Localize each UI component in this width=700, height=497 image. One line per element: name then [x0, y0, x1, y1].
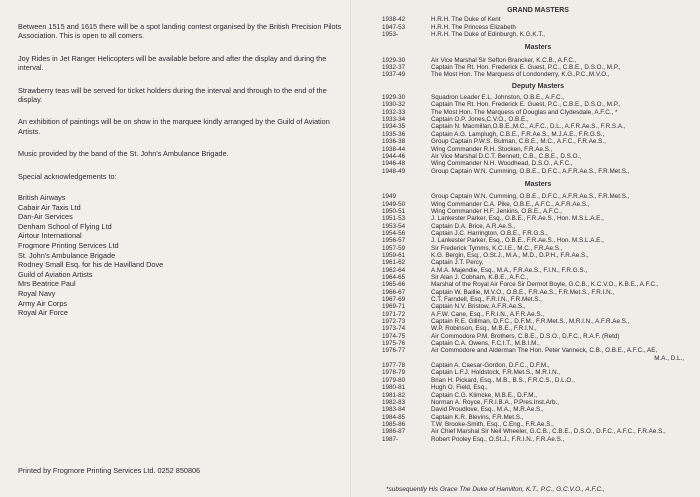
table-row	[382, 160, 694, 167]
table-row	[382, 347, 694, 354]
table-row	[382, 340, 694, 347]
holder-name: Wing Commander N.H. Woodhead, D.S.O., A.F.C.,	[431, 160, 573, 168]
masters-post-1949-list	[382, 193, 694, 443]
holder-name: Norman A. Royce, F.R.I.B.A., P.Pres.Inst.Arb.,	[431, 398, 559, 406]
right-page	[352, 0, 700, 497]
masters-list	[382, 57, 694, 79]
term-years: 1972-73	[382, 318, 406, 326]
table-row	[382, 223, 694, 230]
table-row	[382, 355, 694, 362]
table-row	[382, 399, 694, 406]
table-row	[382, 245, 694, 252]
holder-name: Captain N.V. Bristow, A.F.R.Ae.S.,	[431, 303, 526, 311]
holder-name: Captain R.E. Gillman, D.F.C., D.F.M., F.R.Met.S., M.R.I.N., A.F.R.Ae.S.,	[431, 318, 630, 326]
table-row	[382, 369, 694, 376]
table-row	[382, 406, 694, 413]
holder-name: Air Vice Marshal Sir Sefton Brancker, K.C.B., A.F.C.,	[431, 56, 577, 64]
holder-name: Brian H. Pickard, Esq., M.B., B.S., F.R.C.S., D.L.O.,	[431, 376, 575, 384]
holder-name: Captain J.C. Harrington, O.B.E., F.R.G.S.,	[431, 229, 548, 237]
holder-name: J. Lankester Parker, Esq., O.B.E., F.R.Ae.S., Hon. M.S.L.A.E.,	[431, 237, 604, 245]
table-row	[382, 146, 694, 153]
term-years: 1967-69	[382, 296, 406, 304]
term-years: 1936-38	[382, 138, 406, 146]
list-item: Denham School of Flying Ltd	[18, 221, 112, 231]
holder-name: Captain D.A. Brice, A.R.Ae.S.,	[431, 222, 516, 230]
list-item: Dan-Air Services	[18, 212, 73, 222]
holder-name: H.R.H. The Duke of Edinburgh, K.G.K.T.,	[431, 31, 545, 39]
holder-name: Hugh O. Field, Esq.,	[431, 384, 488, 392]
table-row	[382, 71, 694, 78]
table-row	[382, 267, 694, 274]
holder-name: Robert Pooley Esq., O.St.J., F.R.I.N., F.R.Ae.S.,	[431, 435, 565, 443]
term-years: 1932-37	[382, 64, 406, 72]
term-years: 1929-30	[382, 56, 406, 64]
holder-name: Captain A. Caesar-Gordon, D.F.C., D.F.M.,	[431, 362, 550, 370]
holder-name: Captain J.T. Percy,	[431, 259, 484, 267]
table-row	[382, 123, 694, 130]
deputy-masters-title: Deputy Masters	[511, 82, 565, 90]
grand-masters-list	[382, 16, 694, 38]
term-years: 1949-50	[382, 200, 406, 208]
strawberry-teas-paragraph: Strawberry teas will be served for ticket holders during the interval and through to the end of the display.	[18, 85, 327, 105]
table-row	[382, 436, 694, 443]
table-row	[382, 414, 694, 421]
table-row	[382, 64, 694, 71]
term-years: 1934-35	[382, 123, 406, 131]
masters-post-1949-title: Masters	[524, 180, 552, 188]
term-years: 1953-	[382, 31, 399, 39]
holder-name: A.M.A. Majendie, Esq., M.A., F.R.Ae.S., F.I.N., F.R.G.S.,	[431, 266, 588, 274]
list-item: St. John's Ambulance Brigade	[18, 250, 116, 260]
term-years: 1953-54	[382, 222, 406, 230]
holder-name: Marshal of the Royal Air Force Sir Dermot Boyle, G.C.B., K.C.V.O., K.B.E., A.F.C.,	[431, 281, 659, 289]
table-row	[382, 138, 694, 145]
term-years: 1982-83	[382, 398, 406, 406]
table-row	[382, 131, 694, 138]
masters-title: Masters	[524, 44, 552, 52]
term-years: 1961-62	[382, 259, 406, 267]
holder-name: J. Lankester Parker, Esq., O.B.E., F.R.Ae.S., Hon. M.S.L.A.E.,	[431, 215, 604, 223]
holder-name: C.T. Farndell, Esq., F.R.I.N., F.R.Met.S.,	[431, 296, 542, 304]
holder-name: Captain K.R. Blevins, F.R.Met.S.,	[431, 413, 524, 421]
table-row	[382, 259, 694, 266]
holder-name: The Most Hon. The Marquess of Londonderry, K.G.,P.C.,M.V.O.,	[431, 71, 610, 79]
holder-name: Captain The Rt. Hon. Frederick E. Guest, P.C., C.B.E., D.S.O., M.P.,	[431, 101, 621, 109]
list-item: Guild of Aviation Artists	[18, 269, 93, 279]
holder-name: Air Chief Marshal Sir Neil Wheeler, G.C.B., C.B.E., D.S.O., D.F.C., A.F.C., F.R.Ae.S.,	[431, 428, 666, 436]
term-years: 1986-87	[382, 428, 406, 436]
list-item: Royal Air Force	[18, 308, 68, 318]
holder-name: K.G. Bergin, Esq., O.St.J., M.A., M.D., D.P.H., F.R.Ae.S.,	[431, 251, 589, 259]
table-row	[382, 237, 694, 244]
term-years: 1975-76	[382, 340, 406, 348]
holder-name: Captain L.F.J. Holdstock, F.R.Met.S., M.R.I.N.,	[431, 369, 561, 377]
table-row	[382, 333, 694, 340]
holder-name: Wing Commander H.F. Jenkins, O.B.E., A.F.C.,	[431, 207, 562, 215]
holder-name: David Proudlove, Esq., M.A., M.R.Ae.S.,	[431, 406, 544, 414]
holder-name: Sir Frederick Tymms, K.C.I.E., M.C., F.R.Ae.S.,	[431, 244, 563, 252]
term-years: 1977-78	[382, 362, 406, 370]
table-row	[382, 392, 694, 399]
table-row	[382, 57, 694, 64]
holder-name: Air Commodore P.M. Brothers, C.B.E., D.S.O., D.F.C., R.A.F. (Retd)	[431, 332, 620, 340]
holder-name: Sir Alan J. Cobham, K.B.E., A.F.C.,	[431, 274, 529, 281]
table-row	[382, 421, 694, 428]
term-years	[382, 355, 431, 362]
term-years: 1933-34	[382, 116, 406, 124]
grand-masters-title: GRAND MASTERS	[507, 7, 569, 14]
deputy-masters-list	[382, 94, 694, 175]
table-row	[382, 289, 694, 296]
holder-name: Captain N. Macmillan,O.B.E.,M.C., A.F.C., D.L., A.F.R.Ae.S., F.R.S.A.,	[431, 123, 626, 131]
term-years: 1985-86	[382, 420, 406, 428]
table-row	[382, 252, 694, 259]
holder-name: Captain C.G. Klimcke, M.B.E., D.F.M.,	[431, 391, 538, 399]
printer-credit: Printed by Frogmore Printing Services Ltd. 0252 850806	[18, 466, 201, 475]
term-years: 1951-53	[382, 215, 406, 223]
holder-name: Group Captain P.W.S. Bulman, C.B.E., M.C., A.F.C., F.R.Ae.S.,	[431, 138, 606, 146]
table-row	[382, 311, 694, 318]
table-row	[382, 208, 694, 215]
table-row	[382, 215, 694, 222]
term-years: 1929-30	[382, 94, 406, 102]
table-row	[382, 303, 694, 310]
holder-name: T.W. Brooke-Smith, Esq., C.Eng., F.R.Ae.S.,	[431, 420, 554, 428]
list-item: Frogmore Printing Services Ltd	[18, 241, 119, 251]
term-years: 1981-82	[382, 391, 406, 399]
term-years: 1938-42	[382, 16, 406, 24]
list-item: Airtour International	[18, 231, 82, 241]
holder-name: A.F.W. Cane, Esq., F.R.I.N., A.F.R.Ae.S.,	[431, 310, 545, 318]
holder-name: Squadron Leader E.L. Johnston, O.B.E., A.F.C.,	[431, 94, 565, 102]
table-row	[382, 31, 694, 38]
table-row	[382, 153, 694, 160]
term-years: 1978-79	[382, 369, 406, 377]
table-row	[382, 325, 694, 332]
table-row	[382, 16, 694, 23]
holder-name: Wing Commander R.H. Stocken, F.R.Ae.S.,	[431, 145, 553, 153]
spot-landing-paragraph: Between 1515 and 1615 there will be a spot landing contest organised by the British Precision Pilots Association. This is open to all comers.	[18, 22, 342, 41]
table-row	[382, 201, 694, 208]
term-years: 1971-72	[382, 310, 406, 318]
holder-name: Group Captain W.N. Cumming, O.B.E., D.F.C., A.F.R.Ae.S., F.R.Met.S.,	[431, 167, 630, 175]
holder-name: Captain A.G. Lamplugh, C.B.E., F.R.Ae.S., M.J.A.E., F.R.G.S.,	[431, 130, 605, 138]
term-years: 1950-51	[382, 207, 406, 215]
term-years: 1956-57	[382, 237, 406, 245]
list-item: Cabair Air Taxis Ltd	[18, 202, 81, 212]
term-years: 1965-66	[382, 281, 406, 289]
term-years: 1976-77	[382, 347, 406, 355]
term-years: 1964-65	[382, 274, 406, 281]
term-years: 1966-67	[382, 288, 406, 296]
term-years: 1983-84	[382, 406, 406, 414]
table-row	[382, 24, 694, 31]
exhibition-paragraph: An exhibition of paintings will be on show in the marquee kindly arranged by the Guild of Aviation Artists.	[18, 117, 330, 136]
term-years: 1949	[382, 193, 397, 201]
term-years: 1974-75	[382, 332, 406, 340]
term-years: 1937-49	[382, 71, 406, 79]
term-years: 1946-48	[382, 160, 406, 168]
footnote: *subsequently His Grace The Duke of Hamilton, K.T., P.C., G.C.V.O., A.F.C.,	[386, 486, 605, 493]
acknowledgements-heading: Special acknowledgements to:	[18, 171, 117, 181]
music-paragraph: Music provided by the band of the St. John's Ambulance Brigade.	[18, 149, 229, 159]
term-years: 1973-74	[382, 325, 406, 333]
holder-name: H.R.H. The Princess Elizabeth	[431, 23, 516, 31]
term-years: 1984-85	[382, 413, 406, 421]
list-item: Royal Navy	[18, 289, 56, 298]
term-years: 1930-32	[382, 101, 406, 109]
term-years: 1969-71	[382, 303, 406, 311]
holder-name: Captain W. Baillie, M.V.O., O.B.E., F.R.Ae.S., F.R.Met.S., F.R.I.N.,	[431, 288, 615, 296]
list-item: British Airways	[18, 193, 66, 203]
joy-rides-paragraph: Joy Rides in Jet Ranger Helicopters will be available before and after the display and during the interval.	[18, 53, 327, 73]
table-row	[382, 384, 694, 391]
holder-name: W.P. Robinson, Esq., M.B.E., F.R.I.N.,	[431, 325, 537, 333]
list-item: Mrs Beatrice Paul	[18, 279, 76, 289]
term-years: 1962-64	[382, 266, 406, 274]
term-years: 1948-49	[382, 167, 406, 175]
holder-name: M.A., D.L.,	[654, 354, 684, 362]
table-row	[382, 362, 694, 369]
holder-name: Air Commodore and Alderman The Hon. Peter Vanneck, C.B., O.B.E., A.F.C., AE,	[431, 347, 658, 355]
table-row	[382, 94, 694, 101]
holder-name: Air Vice Marshal D.C.T. Bennett, C.B., C.B.E., D.S.O.,	[431, 152, 582, 160]
holder-name: H.R.H. The Duke of Kent	[431, 16, 501, 24]
table-row	[382, 281, 694, 288]
holder-name: Group Captain W.N. Cumming, O.B.E., D.F.C., A.F.R.Ae.S., F.R.Met.S.,	[431, 193, 630, 201]
holder-name: Captain O.P. Jones,C.V.O., O.B.E.,	[431, 116, 529, 124]
holder-name: Captain The Rt. Hon. Frederick E. Guest, P.C., C.B.E., D.S.O., M.P.,	[431, 64, 621, 72]
table-row	[382, 230, 694, 237]
term-years: 1954-56	[382, 229, 406, 237]
term-years: 1935-36	[382, 130, 406, 138]
table-row	[382, 296, 694, 303]
term-years: 1979-80	[382, 376, 406, 384]
term-years: 1947-53	[382, 23, 406, 31]
table-row	[382, 274, 694, 281]
table-row	[382, 318, 694, 325]
table-row	[382, 168, 694, 175]
term-years: 1987-	[382, 435, 399, 443]
term-years: 1980-81	[382, 384, 406, 392]
acknowledgements-list	[18, 193, 342, 318]
holder-name: Captain C.A. Owens, F.C.I.T., M.B.I.M.,	[431, 340, 540, 348]
term-years: 1944-46	[382, 152, 406, 160]
holder-name: Wing Commander C.A. Pike, O.B.E., A.F.C., A.F.R.Ae.S.,	[431, 200, 590, 208]
list-item: Rodney Small Esq. for his de Havilland Dove	[18, 260, 164, 270]
term-years: 1932-33	[382, 108, 406, 116]
term-years: 1957-59	[382, 244, 406, 252]
table-row	[382, 101, 694, 108]
table-row	[382, 193, 694, 200]
table-row	[382, 377, 694, 384]
term-years: 1959-61	[382, 251, 406, 259]
list-item: Army Air Corps	[18, 298, 68, 308]
table-row	[382, 109, 694, 116]
table-row	[382, 428, 694, 435]
term-years: 1938-44	[382, 145, 406, 153]
holder-name: The Most Hon. The Marquess of Douglas and Clydesdale, A.F.C., *	[431, 108, 618, 116]
table-row	[382, 116, 694, 123]
